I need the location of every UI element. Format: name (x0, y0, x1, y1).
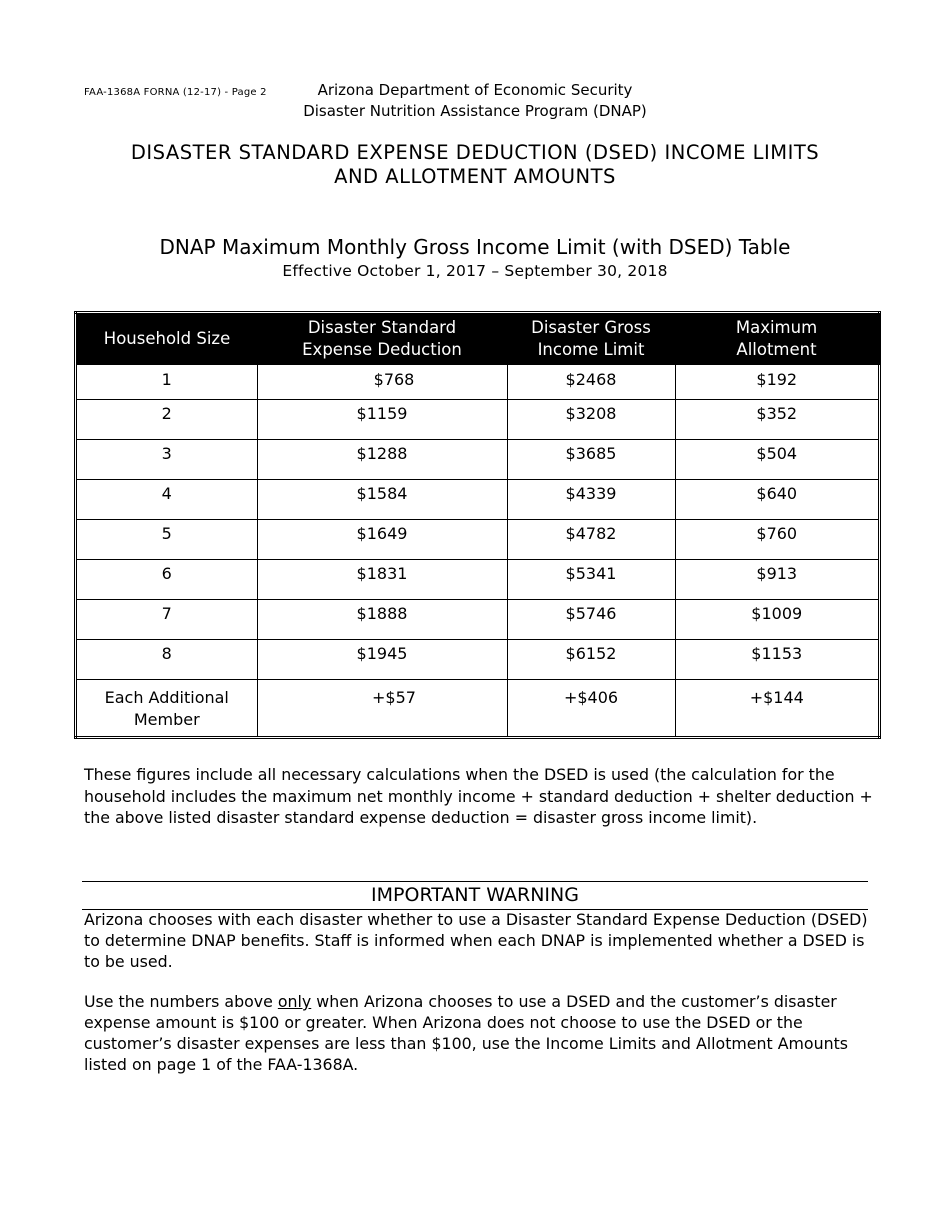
table-row (76, 640, 880, 680)
cell-gross: $6152 (507, 640, 675, 680)
cell-size: 6 (76, 560, 258, 600)
cell-allotment: $760 (675, 520, 880, 560)
cell-dsed: $1584 (257, 480, 507, 520)
cell-dsed: $1888 (257, 600, 507, 640)
cell-dsed: $1831 (257, 560, 507, 600)
table-row-additional-member (76, 680, 880, 738)
cell-gross: $3685 (507, 440, 675, 480)
table-row (76, 520, 880, 560)
page-title-line2: AND ALLOTMENT AMOUNTS (334, 165, 616, 188)
cell-gross: $2468 (507, 365, 675, 400)
cell-size: Each Additional Member (76, 680, 258, 738)
cell-size: 5 (76, 520, 258, 560)
cell-size: 3 (76, 440, 258, 480)
cell-size: 4 (76, 480, 258, 520)
cell-gross: $5746 (507, 600, 675, 640)
warning-paragraph-1: Arizona chooses with each disaster whether to use a Disaster Standard Expense Deduction (DSED) to determine DNAP benefits. Staff is informed when each DNAP is implemented whether a DSED is to be used. (84, 910, 868, 971)
table-effective-dates: Effective October 1, 2017 – September 30, 2018 (282, 262, 668, 280)
cell-allotment: $352 (675, 400, 880, 440)
warning-divider-top (82, 881, 868, 882)
cell-dsed: $1288 (257, 440, 507, 480)
cell-size: 8 (76, 640, 258, 680)
cell-gross: $4782 (507, 520, 675, 560)
page-title-line1: DISASTER STANDARD EXPENSE DEDUCTION (DSED) INCOME LIMITS (130, 141, 820, 164)
cell-dsed: $768 (257, 365, 507, 400)
cell-size: 2 (76, 400, 258, 440)
cell-dsed: $1159 (257, 400, 507, 440)
agency-name: Arizona Department of Economic Security (317, 81, 633, 99)
page-title (60, 141, 890, 189)
cell-allotment: $504 (675, 440, 880, 480)
cell-gross: $3208 (507, 400, 675, 440)
emphasis-only: only (277, 992, 312, 1011)
cell-allotment: +$144 (675, 680, 880, 738)
cell-allotment: $913 (675, 560, 880, 600)
table-header-row (76, 313, 880, 365)
header-household-size: Household Size (76, 313, 258, 365)
header-gross-income-limit: Disaster Gross Income Limit (507, 313, 675, 365)
agency-header (250, 80, 700, 122)
calculation-note: These figures include all necessary calculations when the DSED is used (the calculation for the household includes the maximum net monthly income + standard deduction + shelter deduction + the above listed disaster standard expense deduction = disaster gross income limit). (84, 765, 873, 827)
form-id: FAA-1368A FORNA (12-17) - Page 2 (84, 87, 267, 98)
cell-dsed: $1649 (257, 520, 507, 560)
cell-gross: +$406 (507, 680, 675, 738)
income-limits-table (74, 311, 881, 739)
table-row (76, 400, 880, 440)
cell-size: 7 (76, 600, 258, 640)
table-row (76, 480, 880, 520)
cell-allotment: $640 (675, 480, 880, 520)
header-dsed: Disaster Standard Expense Deduction (257, 313, 507, 365)
cell-allotment: $1153 (675, 640, 880, 680)
table-row (76, 365, 880, 400)
header-maximum-allotment: Maximum Allotment (675, 313, 880, 365)
cell-dsed: +$57 (257, 680, 507, 738)
cell-gross: $4339 (507, 480, 675, 520)
cell-allotment: $192 (675, 365, 880, 400)
table-row (76, 600, 880, 640)
cell-dsed: $1945 (257, 640, 507, 680)
cell-allotment: $1009 (675, 600, 880, 640)
program-name: Disaster Nutrition Assistance Program (DNAP) (303, 102, 647, 120)
warning-heading: IMPORTANT WARNING (371, 884, 579, 906)
cell-gross: $5341 (507, 560, 675, 600)
table-row (76, 440, 880, 480)
warning-paragraph-2: Use the numbers above only when Arizona chooses to use a DSED and the customer’s disaster expense amount is $100 or greater. When Arizona does not choose to use the DSED or the customer’s disaster expenses are less than $100, use the Income Limits and Allotment Amounts listed on page 1 of the FAA-1368A. (84, 992, 849, 1074)
table-title: DNAP Maximum Monthly Gross Income Limit (with DSED) Table (159, 235, 791, 259)
table-row (76, 560, 880, 600)
cell-size: 1 (76, 365, 258, 400)
